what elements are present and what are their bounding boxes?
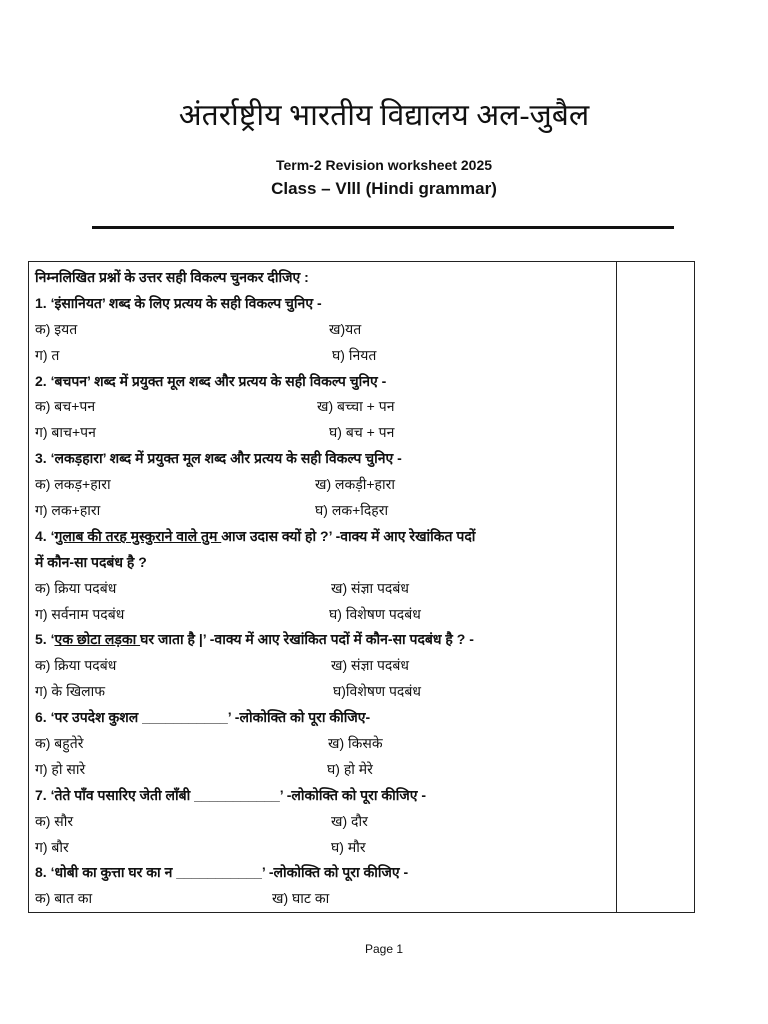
- options-row: [35, 679, 613, 705]
- question-5-suffix: घर जाता है |’ -वाक्य में आए रेखांकित पदों में कौन-सा पदबंध है ? -: [140, 631, 474, 648]
- option-c: ग) त: [35, 346, 60, 363]
- question-7: 7. ‘तेते पाँव पसारिए जेती लाँबी ___________’ -लोकोक्ति को पूरा कीजिए -: [35, 786, 427, 803]
- instructions: निम्नलिखित प्रश्नों के उत्तर सही विकल्प चुनकर दीजिए :: [35, 269, 309, 285]
- option-d: घ) नियत: [332, 346, 377, 363]
- options-row: [35, 602, 613, 628]
- worksheet-subtitle: Term-2 Revision worksheet 2025: [275, 157, 493, 173]
- options-row: [35, 498, 613, 524]
- option-b: ख) संज्ञा पदबंध: [331, 657, 409, 674]
- option-b: ख) दौर: [331, 812, 368, 829]
- option-c: ग) सर्वनाम पदबंध: [35, 605, 125, 622]
- options-row: [35, 394, 613, 420]
- options-row: [35, 653, 613, 679]
- option-a: क) इयत: [35, 320, 78, 337]
- question-2: 2. ‘बचपन’ शब्द में प्रयुक्त मूल शब्द और प्रत्यय के सही विकल्प चुनिए -: [35, 372, 387, 389]
- option-d: घ) मौर: [331, 838, 366, 855]
- options-row: [35, 809, 613, 835]
- options-row: [35, 420, 613, 446]
- option-c: ग) बौर: [35, 838, 69, 855]
- option-c: ग) हो सारे: [35, 760, 86, 777]
- options-row: [35, 576, 613, 602]
- option-a: क) लकड़+हारा: [35, 476, 111, 493]
- options-row: [35, 886, 613, 912]
- option-d: घ) विशेषण पदबंध: [329, 605, 421, 622]
- header-divider: [92, 226, 674, 229]
- option-c: ग) बाच+पन: [35, 424, 96, 441]
- option-a: क) क्रिया पदबंध: [35, 657, 117, 674]
- option-b: ख) लकड़ी+हारा: [315, 476, 395, 493]
- question-4-prefix: 4. ‘: [35, 527, 55, 544]
- option-a: क) बच+पन: [35, 398, 96, 415]
- option-d: घ) हो मेरे: [327, 760, 373, 777]
- options-row: [35, 343, 613, 369]
- option-b: ख) बच्चा + पन: [317, 398, 395, 415]
- question-5: [35, 627, 613, 653]
- questions-content: [35, 265, 613, 912]
- option-b: ख)यत: [329, 320, 362, 337]
- option-b: ख) किसके: [328, 735, 383, 752]
- worksheet-table: [28, 261, 695, 913]
- option-a: क) क्रिया पदबंध: [35, 579, 117, 596]
- question-5-prefix: 5. ‘: [35, 631, 55, 648]
- option-a: क) बात का: [35, 890, 93, 907]
- question-4: [35, 524, 613, 550]
- options-row: [35, 835, 613, 861]
- option-a: क) बहुतेरे: [35, 735, 84, 752]
- options-row: [35, 731, 613, 757]
- page-number: Page 1: [364, 942, 404, 956]
- option-a: क) सौर: [35, 812, 74, 829]
- question-4-suffix: आज उदास क्यों हो ?’ -वाक्य में आए रेखांकित पदों: [221, 527, 476, 544]
- school-title: अंतर्राष्ट्रीय भारतीय विद्यालय अल-जुबैल: [178, 99, 590, 132]
- options-row: [35, 317, 613, 343]
- option-b: ख) संज्ञा पदबंध: [331, 579, 409, 596]
- option-d: घ)विशेषण पदबंध: [333, 683, 421, 700]
- question-8: 8. ‘धोबी का कुत्ता घर का न ___________’ -लोकोक्ति को पूरा कीजिए -: [35, 864, 409, 881]
- marks-column-divider: [616, 262, 617, 912]
- class-line: Class – Vlll (Hindi grammar): [271, 179, 497, 198]
- question-4-continued: में कौन-सा पदबंध है ?: [35, 553, 147, 570]
- question-1: 1. ‘इंसानियत’ शब्द के लिए प्रत्यय के सही विकल्प चुनिए -: [35, 294, 322, 311]
- question-6: 6. ‘पर उपदेश कुशल ___________’ -लोकोक्ति को पूरा कीजिए-: [35, 709, 371, 726]
- option-d: घ) बच + पन: [329, 424, 395, 441]
- options-row: [35, 472, 613, 498]
- option-b: ख) घाट का: [272, 890, 330, 907]
- option-d: घ) लक+दिहरा: [315, 502, 389, 519]
- option-c: ग) के खिलाफ: [35, 683, 106, 700]
- options-row: [35, 757, 613, 783]
- option-c: ग) लक+हारा: [35, 502, 101, 519]
- question-4-underlined-phrase: गुलाब की तरह मुस्कुराने वाले तुम: [54, 527, 222, 544]
- question-3: 3. ‘लकड़हारा’ शब्द में प्रयुक्त मूल शब्द और प्रत्यय के सही विकल्प चुनिए -: [35, 450, 402, 467]
- question-5-underlined-phrase: एक छोटा लड़का: [54, 631, 141, 648]
